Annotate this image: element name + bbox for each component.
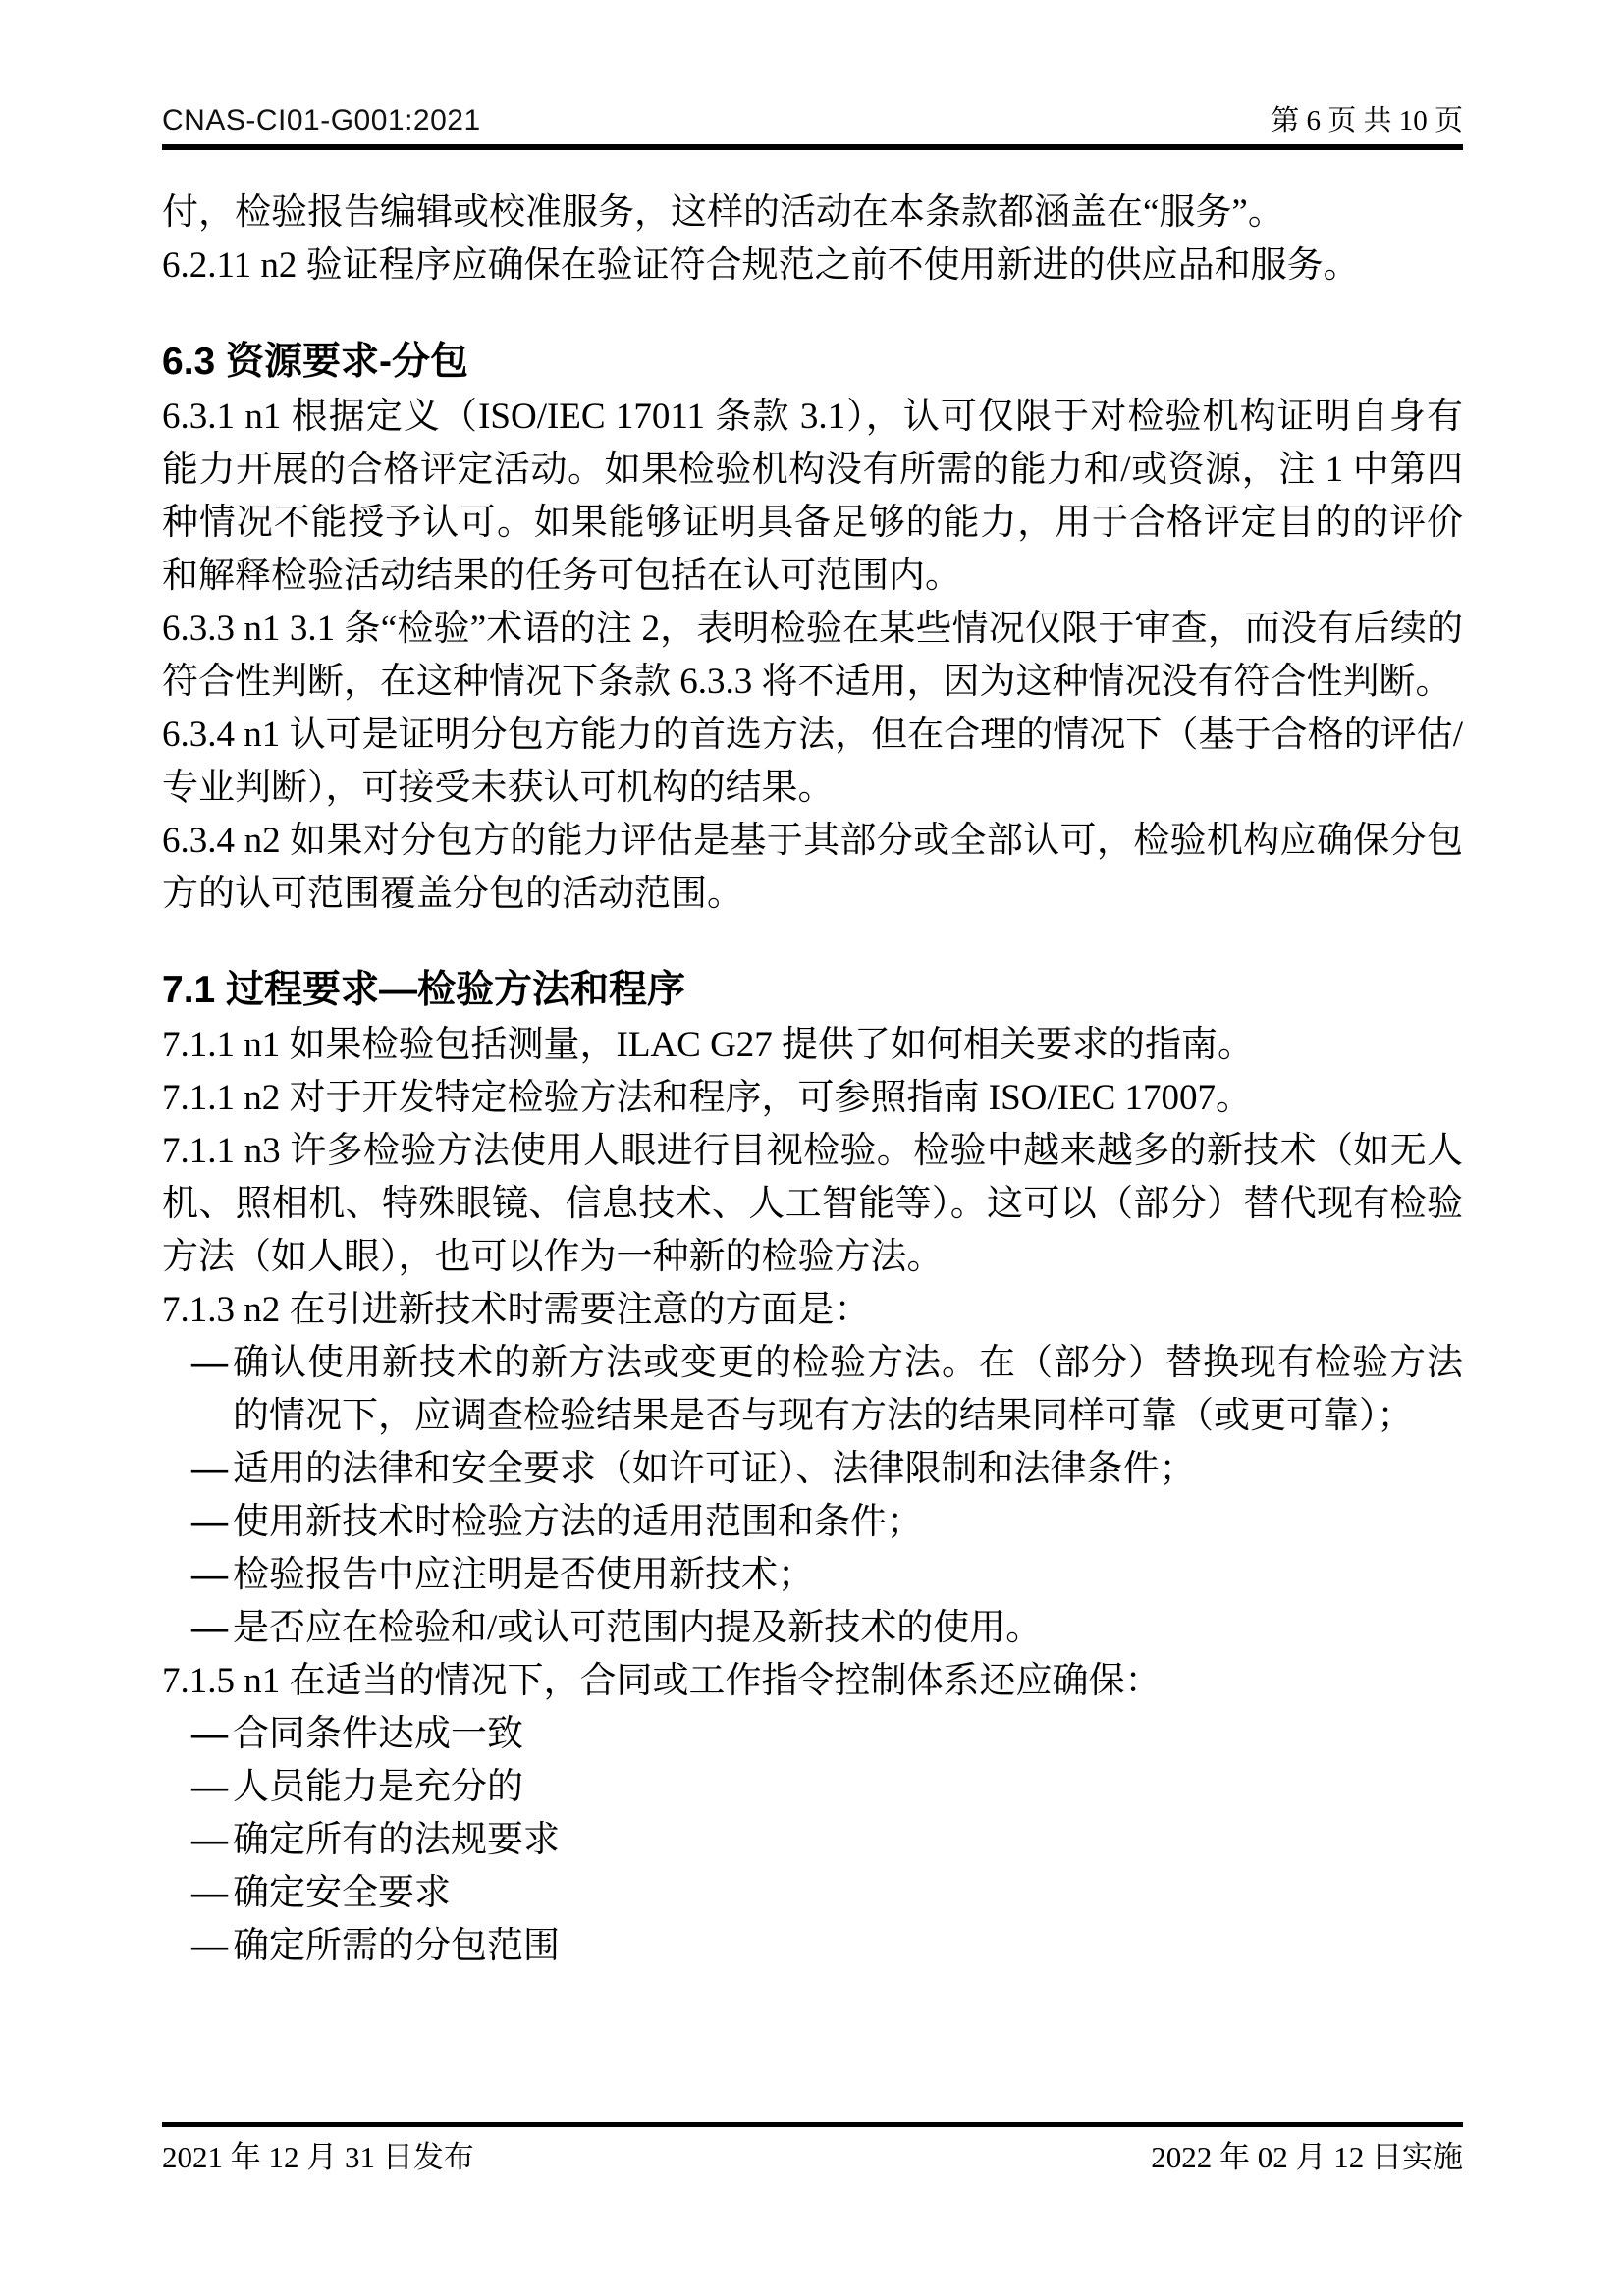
page-number: 第 6 页 共 10 页 [1271, 105, 1463, 136]
list-item [162, 1443, 1463, 1496]
paragraph-7-1-1-n2: 7.1.1 n2 对于开发特定检验方法和程序，可参照指南 ISO/IEC 17007。 [162, 1078, 1252, 1118]
document-code: CNAS-CI01-G001:2021 [162, 104, 481, 136]
list-item [162, 1337, 1463, 1443]
list-item-text: 检验报告中应注明是否使用新技术； [233, 1555, 814, 1595]
paragraph-6-2-11-n2: 6.2.11 n2 验证程序应确保在验证符合规范之前不使用新进的供应品和服务。 [162, 245, 1360, 286]
list-item-text: 合同条件达成一致 [233, 1714, 523, 1754]
footer-rule [162, 2122, 1463, 2127]
list-item [162, 1549, 1463, 1602]
paragraph-6-3-4-n1: 6.3.4 n1 认可是证明分包方能力的首选方法，但在合理的情况下（基于合格的评估/专业判断），可接受未获认可机构的结果。 [162, 715, 1463, 808]
list-item-text: 确认使用新技术的新方法或变更的检验方法。在（部分）替换现有检验方法的情况下，应调查检验结果是否与现有方法的结果同样可靠（或更可靠）； [233, 1343, 1463, 1436]
dash-marker: — [191, 1767, 228, 1807]
list-item-text: 确定安全要求 [233, 1873, 451, 1913]
paragraph-7-1-3-n2: 7.1.3 n2 在引进新技术时需要注意的方面是： [162, 1290, 871, 1330]
dash-marker: — [191, 1820, 228, 1860]
list-item [162, 1602, 1463, 1655]
list-item-text: 确定所有的法规要求 [233, 1820, 560, 1860]
section-heading-6-3: 6.3 资源要求-分包 [162, 341, 469, 383]
document-body [162, 187, 1463, 1973]
list-item [162, 1761, 1463, 1814]
header-rule [162, 144, 1463, 150]
paragraph-6-3-1-n1: 6.3.1 n1 根据定义（ISO/IEC 17011 条款 3.1），认可仅限于对检验机构证明自身有能力开展的合格评定活动。如果检验机构没有所需的能力和/或资源，注 1 中第四种情况不能授予认可。如果能够证明具备足够的能力，用于合格评定目的的评价和解释检验活动结果的任务可包括在认可范围内。 [162, 397, 1463, 596]
list-item [162, 1920, 1463, 1973]
list-item-text: 适用的法律和安全要求（如许可证）、法律限制和法律条件； [233, 1449, 1196, 1489]
section-heading-7-1: 7.1 过程要求—检验方法和程序 [162, 969, 686, 1011]
paragraph-7-1-1-n1: 7.1.1 n1 如果检验包括测量，ILAC G27 提供了如何相关要求的指南。 [162, 1025, 1255, 1065]
list-item [162, 1814, 1463, 1867]
dash-marker: — [191, 1873, 228, 1913]
implement-date: 2022 年 02 月 12 日实施 [1151, 2140, 1463, 2174]
list-item-text: 使用新技术时检验方法的适用范围和条件； [233, 1502, 923, 1542]
dash-marker: — [191, 1926, 228, 1966]
dash-marker: — [191, 1714, 228, 1754]
dash-marker: — [191, 1502, 228, 1542]
paragraph-6-3-3-n1: 6.3.3 n1 3.1 条“检验”术语的注 2，表明检验在某些情况仅限于审查，而没有后续的符合性判断，在这种情况下条款 6.3.3 将不适用，因为这种情况没有符合性判断。 [162, 609, 1463, 702]
issue-date: 2021 年 12 月 31 日发布 [162, 2140, 474, 2174]
paragraph-7-1-5-n1: 7.1.5 n1 在适当的情况下，合同或工作指令控制体系还应确保： [162, 1661, 1162, 1701]
dash-marker: — [191, 1449, 228, 1489]
list-item-text: 确定所需的分包范围 [233, 1926, 560, 1966]
dash-marker: — [191, 1555, 228, 1595]
page-header [162, 98, 1463, 138]
dash-marker: — [191, 1343, 228, 1383]
list-item [162, 1708, 1463, 1761]
paragraph-continuation: 付，检验报告编辑或校准服务，这样的活动在本条款都涵盖在“服务”。 [162, 192, 1284, 233]
page-footer [162, 2132, 1463, 2176]
list-item [162, 1867, 1463, 1920]
dash-marker: — [191, 1608, 228, 1648]
paragraph-7-1-1-n3: 7.1.1 n3 许多检验方法使用人眼进行目视检验。检验中越来越多的新技术（如无人机、照相机、特殊眼镜、信息技术、人工智能等）。这可以（部分）替代现有检验方法（如人眼），也可以作为一种新的检验方法。 [162, 1131, 1463, 1277]
paragraph-6-3-4-n2: 6.3.4 n2 如果对分包方的能力评估是基于其部分或全部认可，检验机构应确保分包方的认可范围覆盖分包的活动范围。 [162, 821, 1463, 914]
list-item-text: 人员能力是充分的 [233, 1767, 523, 1807]
list-item-text: 是否应在检验和/或认可范围内提及新技术的使用。 [233, 1608, 1043, 1648]
list-item [162, 1496, 1463, 1549]
